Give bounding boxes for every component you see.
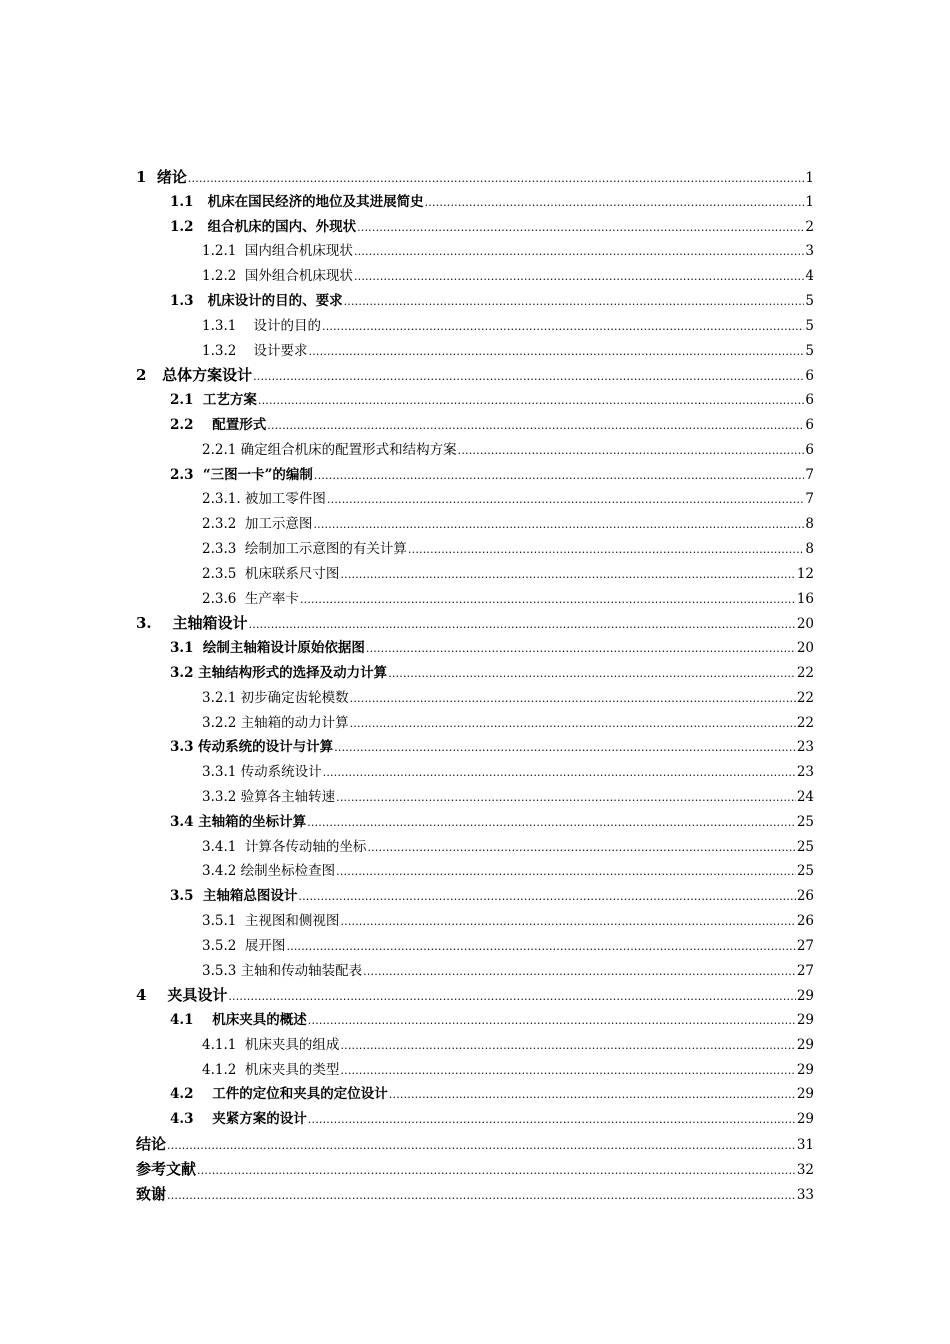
toc-entry-title: 2.3.6 生产率卡 bbox=[202, 590, 299, 607]
toc-entry-title: 2.3.3 绘制加工示意图的有关计算 bbox=[202, 540, 407, 557]
toc-entry[interactable] bbox=[136, 215, 814, 240]
toc-leader-dots bbox=[340, 909, 795, 935]
toc-leader-dots bbox=[340, 1058, 795, 1084]
toc-entry[interactable] bbox=[136, 785, 814, 810]
toc-entry[interactable] bbox=[136, 314, 814, 339]
toc-entry-page: 7 bbox=[805, 491, 814, 508]
toc-entry[interactable] bbox=[136, 363, 814, 388]
toc-entry-title: 2.3.1. 被加工零件图 bbox=[202, 491, 326, 508]
toc-entry-page: 8 bbox=[805, 540, 814, 557]
toc-entry-page: 2 bbox=[805, 218, 814, 235]
toc-leader-dots bbox=[167, 1132, 796, 1159]
toc-entry[interactable] bbox=[136, 264, 814, 289]
toc-entry-page: 16 bbox=[796, 590, 814, 607]
toc-leader-dots bbox=[336, 859, 796, 885]
toc-leader-dots bbox=[357, 215, 804, 241]
toc-leader-dots bbox=[336, 785, 796, 811]
toc-leader-dots bbox=[344, 289, 805, 315]
toc-entry[interactable] bbox=[136, 587, 814, 612]
toc-entry-title: 1.2.1 国内组合机床现状 bbox=[202, 243, 353, 260]
toc-entry-title: 致谢 bbox=[136, 1184, 167, 1203]
toc-entry[interactable] bbox=[136, 562, 814, 587]
toc-entry-title: 2 总体方案设计 bbox=[136, 366, 253, 385]
toc-entry[interactable] bbox=[136, 1132, 814, 1157]
toc-leader-dots bbox=[458, 438, 805, 464]
toc-entry-page: 20 bbox=[796, 616, 814, 633]
toc-entry-title: 1.1 机床在国民经济的地位及其进展简史 bbox=[170, 193, 424, 210]
toc-entry[interactable] bbox=[136, 1058, 814, 1083]
toc-entry[interactable] bbox=[136, 859, 814, 884]
toc-entry-title: 3.3.2 验算各主轴转速 bbox=[202, 788, 336, 805]
toc-entry[interactable] bbox=[136, 1008, 814, 1033]
toc-entry[interactable] bbox=[136, 661, 814, 686]
toc-entry[interactable] bbox=[136, 463, 814, 488]
toc-leader-dots bbox=[350, 711, 796, 737]
toc-entry-page: 24 bbox=[796, 788, 814, 805]
toc-entry[interactable] bbox=[136, 438, 814, 463]
toc-entry-page: 1 bbox=[805, 193, 814, 210]
toc-leader-dots bbox=[228, 983, 795, 1010]
toc-entry-page: 25 bbox=[796, 813, 814, 830]
toc-entry-page: 4 bbox=[805, 268, 814, 285]
toc-entry-title: 4 夹具设计 bbox=[136, 986, 228, 1005]
toc-entry-page: 29 bbox=[796, 1036, 814, 1053]
toc-entry-page: 33 bbox=[796, 1186, 814, 1203]
toc-entry[interactable] bbox=[136, 1157, 814, 1182]
toc-entry[interactable] bbox=[136, 934, 814, 959]
toc-entry-page: 6 bbox=[805, 368, 814, 385]
toc-entry[interactable] bbox=[136, 487, 814, 512]
toc-entry[interactable] bbox=[136, 1107, 814, 1132]
toc-leader-dots bbox=[253, 363, 804, 390]
toc-leader-dots bbox=[309, 339, 805, 365]
toc-entry-page: 20 bbox=[796, 640, 814, 657]
toc-leader-dots bbox=[388, 661, 796, 687]
toc-entry-title: 参考文献 bbox=[136, 1159, 197, 1178]
toc-entry-page: 23 bbox=[796, 739, 814, 756]
toc-entry-title: 3.3.1 传动系统设计 bbox=[202, 764, 322, 781]
toc-entry-page: 25 bbox=[796, 838, 814, 855]
toc-entry-title: 4.1.2 机床夹具的类型 bbox=[202, 1061, 340, 1078]
toc-entry-title: 3.4.1 计算各传动轴的坐标 bbox=[202, 838, 367, 855]
toc-leader-dots bbox=[350, 686, 796, 712]
toc-leader-dots bbox=[354, 264, 804, 290]
toc-leader-dots bbox=[249, 611, 796, 638]
toc-entry-page: 29 bbox=[796, 1012, 814, 1029]
toc-entry[interactable] bbox=[136, 1033, 814, 1058]
toc-entry[interactable] bbox=[136, 413, 814, 438]
toc-leader-dots bbox=[363, 959, 796, 985]
toc-entry-page: 22 bbox=[796, 714, 814, 731]
toc-leader-dots bbox=[258, 388, 805, 414]
toc-entry[interactable] bbox=[136, 760, 814, 785]
toc-entry-page: 7 bbox=[805, 466, 814, 483]
toc-entry-title: 3.2.1 初步确定齿轮模数 bbox=[202, 689, 349, 706]
toc-entry-title: 2.2 配置形式 bbox=[170, 416, 267, 433]
toc-leader-dots bbox=[314, 463, 804, 489]
toc-entry-title: 4.2 工件的定位和夹具的定位设计 bbox=[170, 1086, 388, 1103]
toc-entry-page: 6 bbox=[805, 416, 814, 433]
toc-entry-title: 3.2 主轴结构形式的选择及动力计算 bbox=[170, 664, 388, 681]
toc-entry-title: 1.3.1 设计的目的 bbox=[202, 317, 322, 334]
toc-entry-page: 31 bbox=[796, 1137, 814, 1154]
toc-leader-dots bbox=[188, 165, 805, 192]
toc-entry[interactable] bbox=[136, 339, 814, 364]
toc-leader-dots bbox=[366, 636, 796, 662]
toc-entry[interactable] bbox=[136, 239, 814, 264]
toc-entry-page: 6 bbox=[805, 392, 814, 409]
toc-entry-title: 1.3.2 设计要求 bbox=[202, 342, 308, 359]
toc-entry[interactable] bbox=[136, 810, 814, 835]
toc-entry[interactable] bbox=[136, 735, 814, 760]
toc-entry-title: 3. 主轴箱设计 bbox=[136, 614, 248, 633]
toc-leader-dots bbox=[308, 1008, 796, 1034]
toc-leader-dots bbox=[354, 239, 804, 265]
toc-entry-title: 2.1 工艺方案 bbox=[170, 392, 257, 409]
toc-leader-dots bbox=[340, 1033, 795, 1059]
toc-entry-title: 1 绪论 bbox=[136, 168, 187, 186]
toc-entry-page: 5 bbox=[805, 317, 814, 334]
toc-entry-title: 2.3.5 机床联系尺寸图 bbox=[202, 565, 340, 582]
toc-entry[interactable] bbox=[136, 165, 814, 190]
table-of-contents bbox=[136, 165, 814, 1206]
toc-entry[interactable] bbox=[136, 289, 814, 314]
toc-leader-dots bbox=[408, 537, 804, 563]
toc-entry[interactable] bbox=[136, 388, 814, 413]
toc-entry-page: 29 bbox=[796, 988, 814, 1005]
toc-entry[interactable] bbox=[136, 537, 814, 562]
toc-entry-title: 3.5 主轴箱总图设计 bbox=[170, 888, 298, 905]
toc-entry-page: 12 bbox=[796, 565, 814, 582]
toc-entry[interactable] bbox=[136, 1182, 814, 1207]
toc-leader-dots bbox=[327, 487, 804, 513]
toc-leader-dots bbox=[334, 735, 796, 761]
toc-entry-title: 1.2 组合机床的国内、外现状 bbox=[170, 218, 357, 235]
toc-entry-title: 2.2.1 确定组合机床的配置形式和结构方案 bbox=[202, 441, 457, 458]
toc-entry-page: 5 bbox=[805, 292, 814, 309]
toc-entry-page: 22 bbox=[796, 689, 814, 706]
toc-entry-page: 32 bbox=[796, 1161, 814, 1178]
toc-leader-dots bbox=[167, 1182, 796, 1209]
toc-entry[interactable] bbox=[136, 884, 814, 909]
toc-entry-title: 3.4 主轴箱的坐标计算 bbox=[170, 813, 307, 830]
toc-entry-page: 29 bbox=[796, 1061, 814, 1078]
toc-leader-dots bbox=[322, 314, 804, 340]
toc-leader-dots bbox=[308, 1107, 796, 1133]
toc-entry-page: 25 bbox=[796, 863, 814, 880]
toc-entry-title: 结论 bbox=[136, 1135, 167, 1154]
toc-leader-dots bbox=[307, 810, 796, 836]
toc-entry-page: 5 bbox=[805, 342, 814, 359]
toc-leader-dots bbox=[323, 760, 796, 786]
toc-entry-page: 29 bbox=[796, 1111, 814, 1128]
toc-entry[interactable] bbox=[136, 711, 814, 736]
toc-leader-dots bbox=[300, 587, 796, 613]
toc-entry-page: 1 bbox=[805, 170, 814, 186]
toc-entry-page: 3 bbox=[805, 243, 814, 260]
toc-entry[interactable] bbox=[136, 611, 814, 636]
toc-entry[interactable] bbox=[136, 636, 814, 661]
toc-entry-page: 8 bbox=[805, 516, 814, 533]
toc-entry-page: 23 bbox=[796, 764, 814, 781]
toc-entry-page: 26 bbox=[796, 888, 814, 905]
toc-leader-dots bbox=[298, 884, 795, 910]
toc-entry-title: 3.5.1 主视图和侧视图 bbox=[202, 912, 340, 929]
toc-leader-dots bbox=[389, 1082, 796, 1108]
toc-entry-title: 2.3 “三图一卡”的编制 bbox=[170, 466, 313, 483]
toc-entry[interactable] bbox=[136, 983, 814, 1008]
toc-entry-title: 4.1.1 机床夹具的组成 bbox=[202, 1036, 340, 1053]
toc-entry-title: 3.5.2 展开图 bbox=[202, 937, 286, 954]
toc-entry[interactable] bbox=[136, 835, 814, 860]
toc-leader-dots bbox=[367, 835, 795, 861]
toc-entry-title: 3.2.2 主轴箱的动力计算 bbox=[202, 714, 349, 731]
toc-entry-page: 6 bbox=[805, 441, 814, 458]
toc-entry-title: 4.3 夹紧方案的设计 bbox=[170, 1111, 307, 1128]
toc-entry-page: 22 bbox=[796, 664, 814, 681]
toc-entry[interactable] bbox=[136, 1082, 814, 1107]
toc-entry-page: 27 bbox=[796, 962, 814, 979]
toc-leader-dots bbox=[313, 512, 804, 538]
toc-entry[interactable] bbox=[136, 909, 814, 934]
toc-leader-dots bbox=[197, 1157, 796, 1184]
toc-leader-dots bbox=[286, 934, 795, 960]
toc-entry-title: 4.1 机床夹具的概述 bbox=[170, 1012, 307, 1029]
toc-entry-page: 29 bbox=[796, 1086, 814, 1103]
toc-leader-dots bbox=[340, 562, 795, 588]
toc-leader-dots bbox=[425, 190, 805, 216]
toc-entry-title: 1.2.2 国外组合机床现状 bbox=[202, 268, 353, 285]
toc-entry-title: 3.4.2 绘制坐标检查图 bbox=[202, 863, 336, 880]
toc-entry-title: 3.1 绘制主轴箱设计原始依据图 bbox=[170, 640, 365, 657]
toc-entry-title: 3.5.3 主轴和传动轴装配表 bbox=[202, 962, 363, 979]
toc-entry-title: 3.3 传动系统的设计与计算 bbox=[170, 739, 334, 756]
toc-entry[interactable] bbox=[136, 190, 814, 215]
toc-entry[interactable] bbox=[136, 959, 814, 984]
toc-entry[interactable] bbox=[136, 686, 814, 711]
toc-entry-title: 2.3.2 加工示意图 bbox=[202, 516, 313, 533]
toc-leader-dots bbox=[267, 413, 804, 439]
toc-entry-page: 26 bbox=[796, 912, 814, 929]
toc-entry-page: 27 bbox=[796, 937, 814, 954]
toc-entry-title: 1.3 机床设计的目的、要求 bbox=[170, 292, 343, 309]
toc-entry[interactable] bbox=[136, 512, 814, 537]
